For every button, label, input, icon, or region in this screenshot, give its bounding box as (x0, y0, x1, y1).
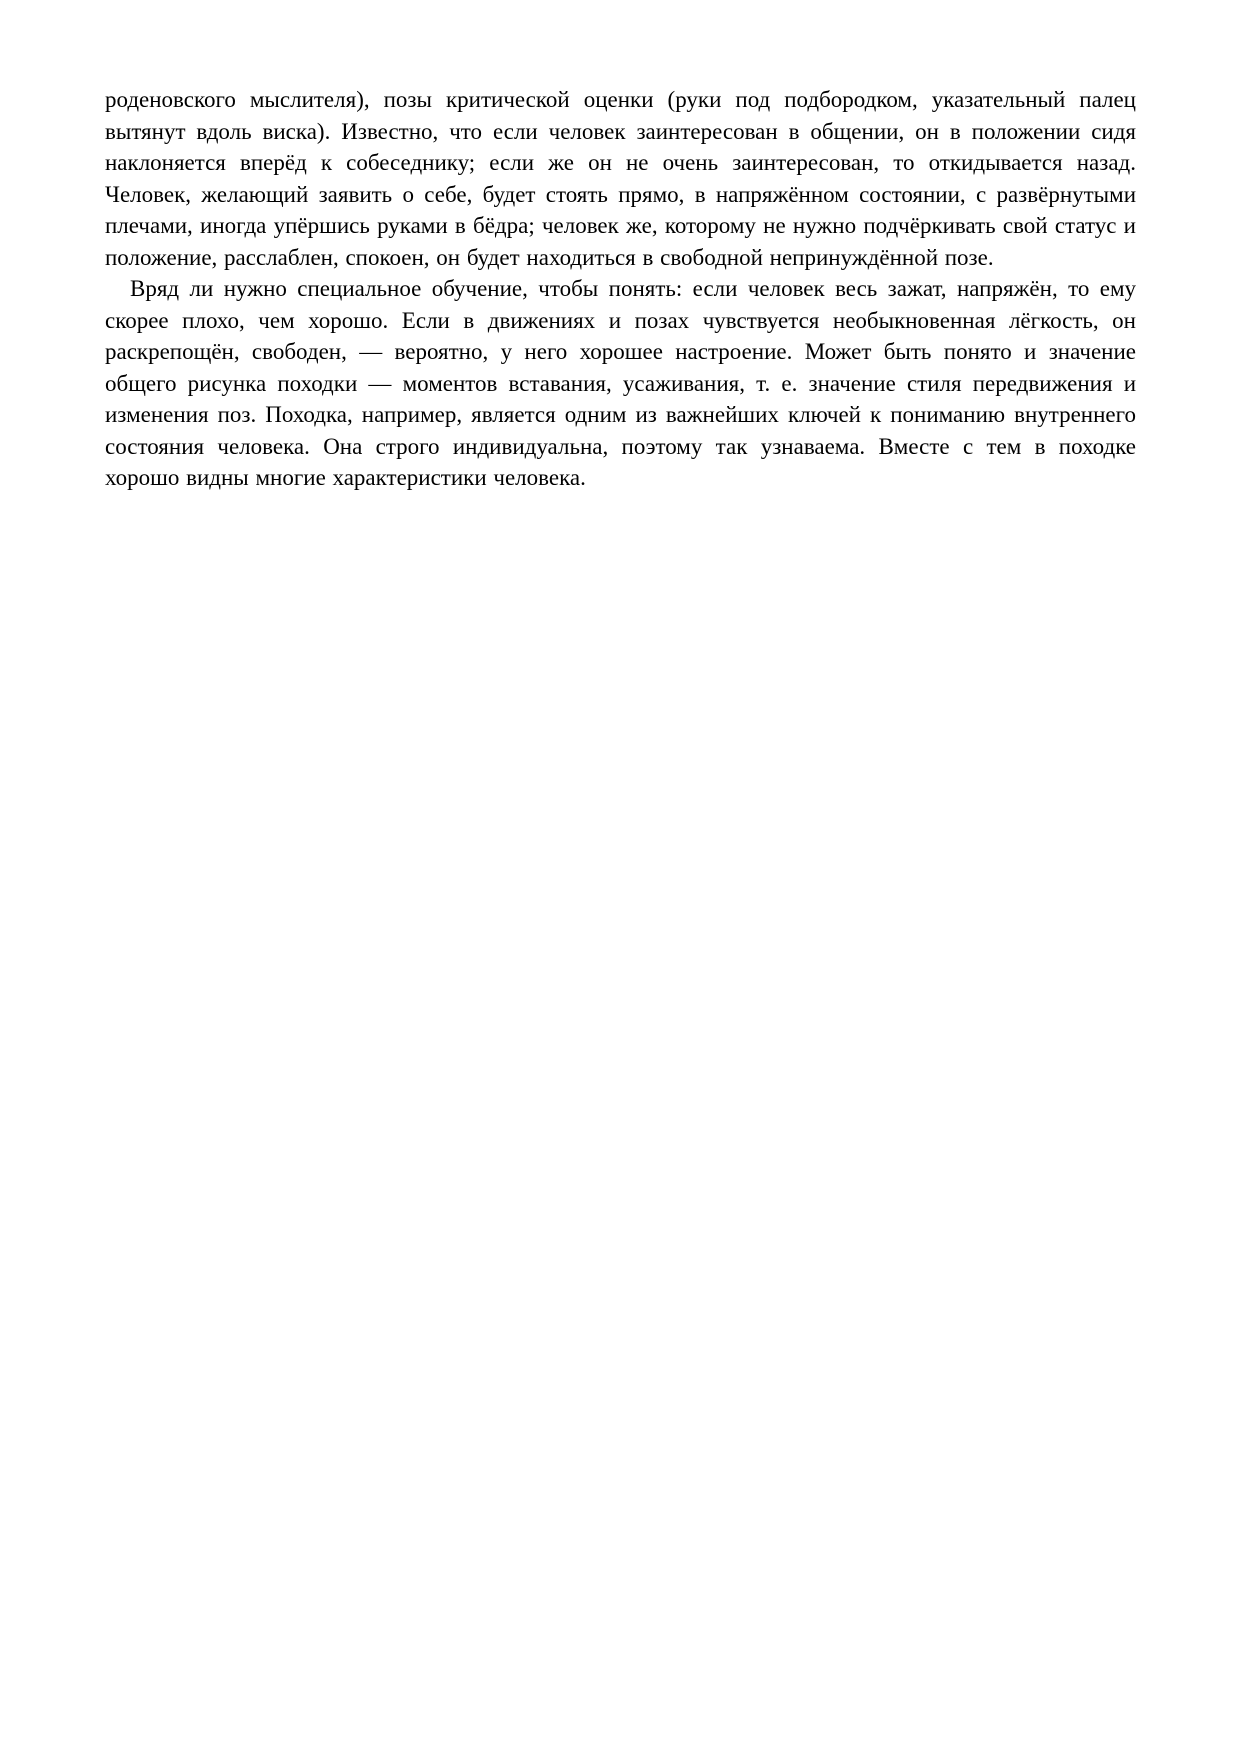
paragraph-body-text-2: Вряд ли нужно специальное обучение, чтобы понять: если человек весь зажат, напряжён, то ему скорее плохо, чем хорошо. Если в движениях и позах чувствуется необыкновенная лёгкость, он раскрепощён, свободен, — вероятно, у него хорошее настроение. Может быть понято и значение общего рисунка походки — моментов вставания, усаживания, т. е. значение стиля передвижения и изменения поз. Походка, например, является одним из важнейших ключей к пониманию внутреннего состояния человека. Она строго индивидуальна, поэтому так узнаваема. Вместе с тем в походке хорошо видны многие характеристики человека. (105, 276, 1136, 490)
paragraph-body-text-1: роденовского мыслителя), позы критической оценки (руки под подбородком, указательный палец вытянут вдоль виска). Известно, что если человек заинтересован в общении, он в положении сидя наклоняется вперёд к собеседнику; если же он не очень заинтересован, то откидывается назад. Человек, желающий заявить о себе, будет стоять прямо, в напряжённом состоянии, с развёрнутыми плечами, иногда упёршись руками в бёдра; человек же, которому не нужно подчёркивать свой статус и положение, расслаблен, спокоен, он будет находиться в свободной непринуждённой позе. (105, 87, 1136, 270)
